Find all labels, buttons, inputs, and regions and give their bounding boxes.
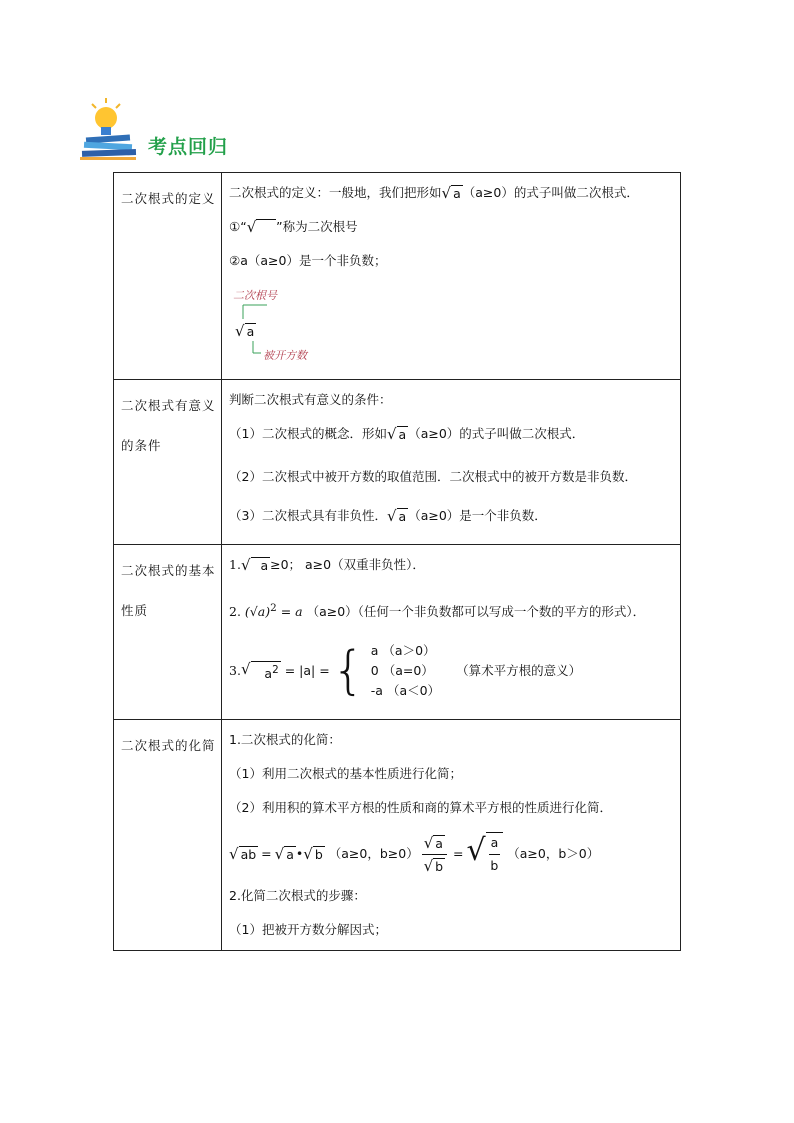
radicand: b [435,858,444,874]
item-text: ≥0； a≥0（双重非负性）． [270,557,425,572]
sqrt-expression: √ a [441,184,461,202]
fraction: √ a √ b [422,833,447,876]
row-label: 二次根式有意义的条件 [114,380,222,545]
radicand: b [490,858,499,874]
item-text: ①“ [229,219,247,234]
radical-sign-line [229,217,674,237]
item-text: （算术平方根的意义） [456,663,582,679]
brace: { [331,641,365,702]
case-positive: a （a＞0） [370,643,436,659]
table-row [114,545,681,720]
exponent: 2 [272,664,279,677]
sqrt-sign-symbol: √ [247,219,276,236]
radical-diagram [229,285,674,369]
nonnegative-line: ②a（a≥0）是一个非负数； [229,253,387,268]
condition-item-3 [229,506,674,526]
piecewise-cases [371,641,440,701]
radicand: a [260,558,269,573]
item-text: （a≥0）是一个非负数． [408,508,547,523]
item-number: 2. [229,604,241,620]
radicand: a [398,509,407,524]
radicand: ab [240,846,257,862]
formula: (√a) [244,604,271,620]
radicand: b [314,846,323,862]
simplify-step-1: （1）利用二次根式的基本性质进行化简； [229,766,462,782]
condition-text: （a≥0，b＞0） [507,846,600,862]
table-row [114,720,681,951]
definition-text: （a≥0）的式子叫做二次根式． [462,185,639,200]
item-text: （1）二次根式的概念．形如 [229,426,387,441]
sqrt-expression: √ a [274,844,294,863]
radicand: a [435,835,443,851]
item-text: ”称为二次根号 [276,219,358,234]
radicand: a [489,833,501,855]
case-zero: 0 （a=0） [370,663,434,679]
steps-heading: 2.化简二次根式的步骤： [229,888,366,904]
item-text: （a≥0）（任何一个非负数都可以写成一个数的平方的形式）． [306,604,646,620]
row-label: 二次根式的化简 [114,720,222,951]
item-text: （3）二次根式具有非负性． [229,508,387,523]
property-1 [229,555,674,575]
row-content [222,380,681,545]
radicand: a [246,324,255,339]
product-quotient-formula: √ ab = √ a • √ b （a≥0，b≥0） √ a √ b = √ $\frac{a}{b}$ （a≥0，b＞0） [229,833,600,875]
dot-symbol: • [295,846,304,862]
case-negative: -a （a＜0） [370,683,441,699]
property-2 [229,589,674,631]
row-label: 二次根式的基本性质 [114,545,222,720]
formula: = a [280,604,303,620]
radicand: a [264,666,273,682]
section-title: 考点回归 [148,136,229,158]
radical-sign-label: 二次根号 [233,289,277,302]
steps-item-1: （1）把被开方数分解因式； [229,922,387,938]
property-3 [229,641,674,701]
simplify-step-2: （2）利用积的算术平方根的性质和商的算术平方根的性质进行化简． [229,800,612,816]
row-content [222,173,681,380]
radicand: a [398,427,407,442]
radicand: a [286,846,294,862]
lightbulb-books-icon [80,96,140,160]
sqrt-fraction: √ $\frac{a}{b}$ [466,832,503,876]
row-content [222,720,681,951]
condition-text: （a≥0，b≥0） [328,846,419,862]
definition-text: 二次根式的定义：一般地，我们把形如 [229,185,442,200]
definition-line [229,183,674,203]
condition-item-1 [229,424,674,444]
simplify-heading: 1.二次根式的化简： [229,732,341,748]
table-row [114,173,681,380]
section-header [80,96,280,160]
sqrt-expression: √ $a^2$ [240,660,279,682]
sqrt-a-diagram: √ a [235,322,255,340]
row-content [222,545,681,720]
row-label: 二次根式的定义 [114,173,222,380]
knowledge-table [113,172,681,951]
condition-intro: 判断二次根式有意义的条件： [229,392,392,407]
abs-expression: = |a| = [284,663,330,679]
radicand: a [453,186,461,201]
exponent: 2 [270,602,277,614]
item-number: 1. [229,557,241,572]
item-text: （a≥0）的式子叫做二次根式． [408,426,585,441]
radicand-label: 被开方数 [263,349,307,362]
condition-item-2: （2）二次根式中被开方数的取值范围．二次根式中的被开方数是非负数． [229,469,637,484]
sqrt-expression: √ ab [229,844,257,863]
item-number: 3. [229,663,241,679]
sqrt-expression: √ a [386,507,407,525]
sqrt-expression: √ b [303,844,323,863]
sqrt-expression: √ a [240,556,269,574]
sqrt-expression: √ a [386,425,407,443]
table-row [114,380,681,545]
